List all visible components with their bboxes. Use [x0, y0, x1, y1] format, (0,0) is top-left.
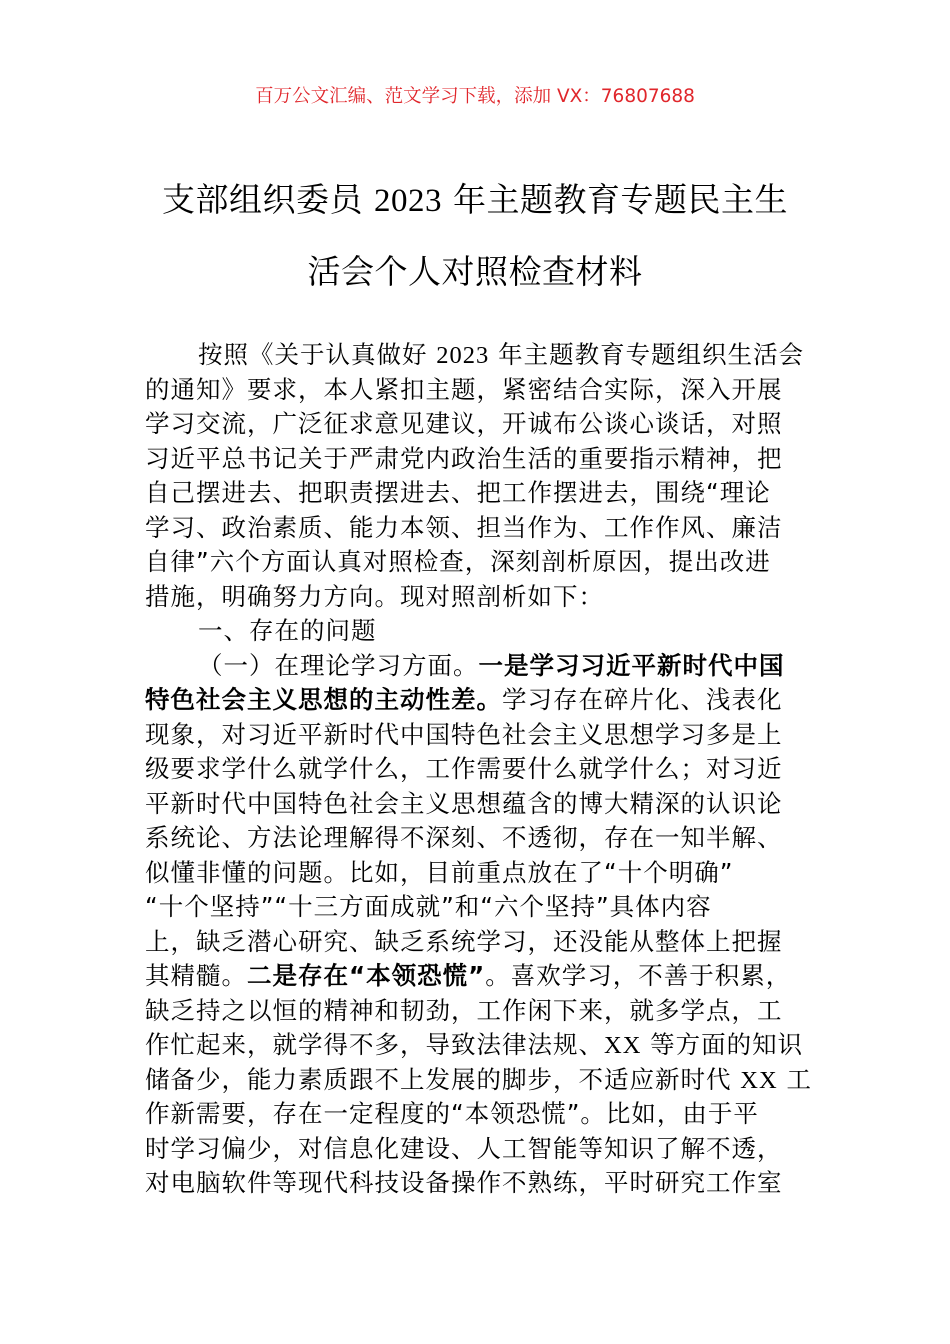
paragraph-line: 自己摆进去、把职责摆进去、把工作摆进去，围绕“理论 — [145, 478, 771, 507]
bold-point: 一是学习习近平新时代中国 — [478, 650, 785, 680]
bold-point: 特色社会主义思想的主动性差。 — [145, 685, 502, 714]
text-segment: 按照《关于认真做好 — [198, 340, 437, 369]
paragraph-line: 系统论、方法论理解得不深刻、不透彻，存在一知半解、 — [145, 823, 783, 852]
paragraph-line: 学习交流，广泛征求意见建议，开诚布公谈心谈话，对照 — [145, 409, 783, 438]
paragraph-line: 缺乏持之以恒的精神和韧劲，工作闲下来，就多学点，工 — [145, 995, 783, 1025]
paragraph-line: 自律”六个方面认真对照检查，深刻剖析原因，提出改进 — [145, 547, 771, 576]
paragraph-line — [145, 649, 825, 684]
text-segment: 等方面的知识 — [641, 1030, 804, 1059]
watermark-header: 百万公文汇编、范文学习下载，添加 VX：76807688 — [255, 86, 695, 107]
paragraph-line: 级要求学什么就学什么，工作需要什么就学什么；对习近 — [145, 754, 783, 783]
document-body — [145, 338, 825, 1201]
title-text: 支部组织委员 — [162, 180, 374, 219]
placeholder-xx: XX — [740, 1066, 778, 1094]
text-segment: 。喜欢学习，不善于积累， — [485, 961, 792, 990]
year-number: 2023 — [436, 342, 490, 369]
paragraph-line: 现象，对习近平新时代中国特色社会主义思想学习多是上 — [145, 719, 783, 749]
paragraph-line: 学习、政治素质、能力本领、担当作为、工作作风、廉洁 — [145, 512, 783, 542]
text-segment: 储备少，能力素质跟不上发展的脚步，不适应新时代 — [145, 1064, 741, 1094]
text-segment: 学习存在碎片化、浅表化 — [502, 685, 783, 714]
title-year: 2023 — [374, 183, 442, 219]
placeholder-xx: XX — [604, 1032, 642, 1059]
paragraph-line: 习近平总书记关于严肃党内政治生活的重要指示精神，把 — [145, 443, 783, 473]
text-segment: 年主题教育专题组织生活会 — [489, 340, 805, 369]
paragraph-line: 的通知》要求，本人紧扣主题，紧密结合实际，深入开展 — [145, 374, 783, 404]
paragraph-line — [145, 683, 825, 718]
paragraph-line: 平新时代中国特色社会主义思想蕴含的博大精深的认识论 — [145, 788, 783, 818]
paragraph-line: 作新需要，存在一定程度的“本领恐慌”。比如，由于平 — [145, 1099, 759, 1128]
paragraph-line — [145, 1063, 825, 1098]
bold-point: 二是存在“本领恐慌” — [247, 961, 486, 990]
text-segment: 其精髓。 — [145, 961, 247, 990]
paragraph-line: 似懂非懂的问题。比如，目前重点放在了“十个明确” — [145, 857, 734, 887]
paragraph-line — [145, 959, 825, 994]
paragraph-line: 时学习偏少，对信息化建设、人工智能等知识了解不透， — [145, 1133, 783, 1163]
subsection-heading: （一）在理论学习方面。 — [198, 650, 479, 680]
paragraph-line — [145, 1028, 825, 1063]
document-title-line-1 — [0, 178, 950, 223]
paragraph-line: 上，缺乏潜心研究、缺乏系统学习，还没能从整体上把握 — [145, 926, 783, 956]
text-segment: 作忙起来，就学得不多，导致法律法规、 — [145, 1030, 604, 1059]
paragraph-line — [145, 338, 825, 373]
title-text: 年主题教育专题民主生 — [442, 180, 788, 219]
section-heading: 一、存在的问题 — [198, 616, 377, 645]
text-segment: 工 — [777, 1064, 812, 1094]
paragraph-line: 措施，明确努力方向。现对照剖析如下： — [145, 581, 604, 611]
paragraph-line: “十个坚持”“十三方面成就”和“六个坚持”具体内容 — [145, 892, 712, 921]
document-title-line-2: 活会个人对照检查材料 — [307, 252, 643, 291]
paragraph-line: 对电脑软件等现代科技设备操作不熟练，平时研究工作室 — [145, 1168, 783, 1197]
